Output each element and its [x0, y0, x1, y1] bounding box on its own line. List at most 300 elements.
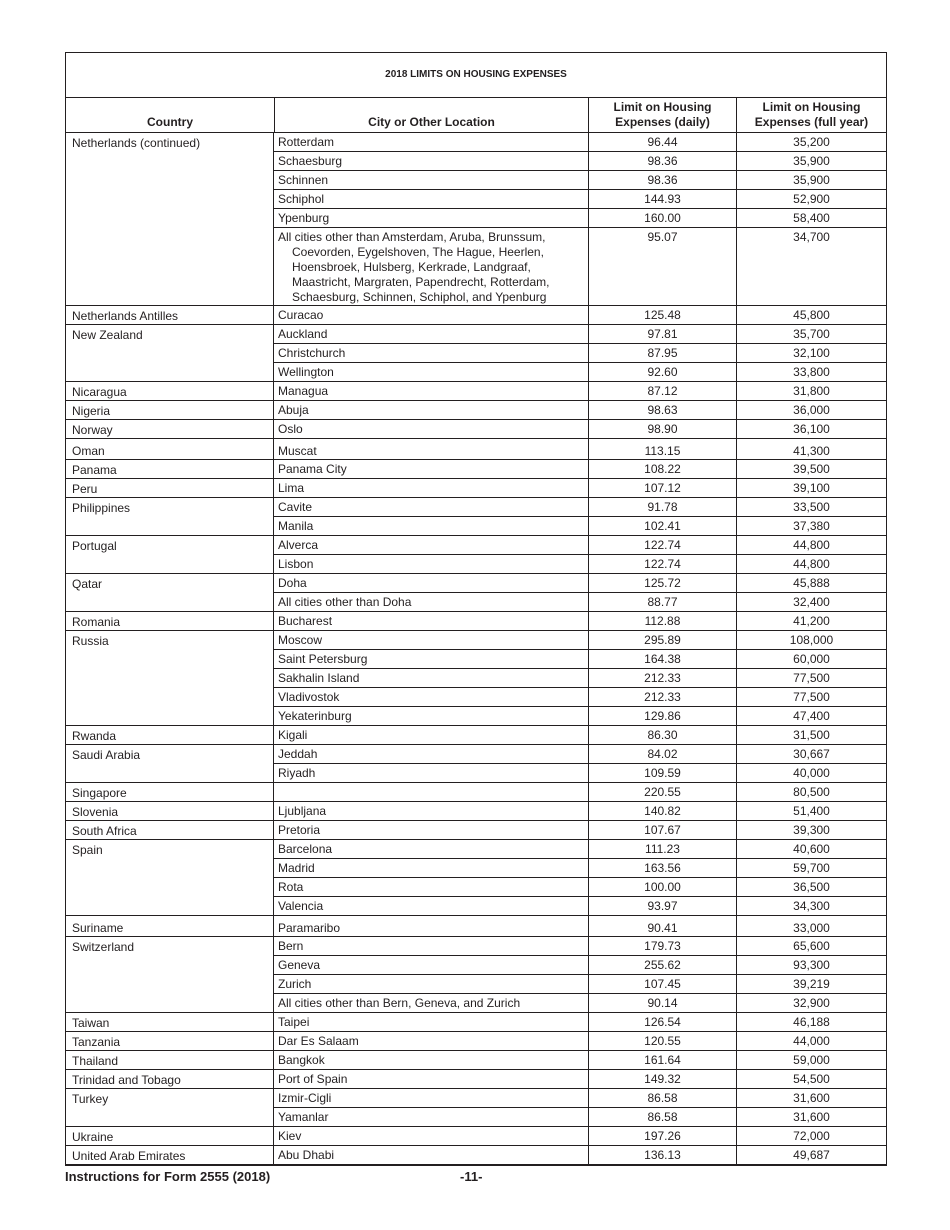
city-name: Saint Petersburg: [278, 652, 368, 666]
daily-limit-cell: 98.63: [588, 401, 736, 419]
city-name: Curacao: [278, 308, 324, 322]
table-row: [274, 745, 886, 764]
full-year-limit-cell: 44,800: [736, 536, 886, 554]
city-cell: [274, 1089, 588, 1107]
city-cell: [274, 1032, 588, 1050]
daily-limit-cell: 91.78: [588, 498, 736, 516]
city-cell: [274, 133, 588, 151]
daily-limit-cell: 212.33: [588, 688, 736, 706]
daily-limit-cell: 86.58: [588, 1089, 736, 1107]
city-name: Geneva: [278, 958, 321, 972]
daily-limit-cell: 197.26: [588, 1127, 736, 1145]
full-year-limit-cell: 41,300: [736, 439, 886, 459]
header-daily-line2: Expenses (daily): [615, 115, 710, 129]
daily-limit-cell: 102.41: [588, 517, 736, 535]
full-year-limit-cell: 36,500: [736, 878, 886, 896]
table-row: [274, 688, 886, 707]
city-rows: [273, 1070, 886, 1088]
city-cell: [274, 783, 588, 801]
table-row: [274, 897, 886, 915]
table-row: [274, 1032, 886, 1050]
table-row: [274, 994, 886, 1012]
city-rows: [273, 783, 886, 801]
city-cell: [274, 152, 588, 170]
table-row: [274, 190, 886, 209]
city-rows: [273, 612, 886, 630]
city-name: Muscat: [278, 444, 317, 458]
full-year-limit-cell: 46,188: [736, 1013, 886, 1031]
city-cell: [274, 190, 588, 208]
city-rows: [273, 439, 886, 459]
full-year-limit-cell: 39,219: [736, 975, 886, 993]
country-group: [66, 325, 886, 382]
header-full-line2: Expenses (full year): [754, 115, 869, 129]
header-full-year-limit: [736, 98, 886, 132]
country-cell: Peru: [72, 482, 98, 496]
city-rows: [273, 937, 886, 1012]
city-cell: [274, 1070, 588, 1088]
full-year-limit-cell: 77,500: [736, 688, 886, 706]
table-title: 2018 LIMITS ON HOUSING EXPENSES: [66, 53, 886, 98]
country-group: [66, 937, 886, 1013]
city-rows: [273, 1127, 886, 1145]
city-cell: [274, 650, 588, 668]
country-group: [66, 479, 886, 498]
city-cell: [274, 325, 588, 343]
city-cell: [274, 726, 588, 744]
table-row: [274, 1146, 886, 1164]
city-cell: [274, 994, 588, 1012]
city-cell: [274, 228, 588, 305]
table-row: [274, 479, 886, 497]
full-year-limit-cell: 45,888: [736, 574, 886, 592]
full-year-limit-cell: 33,800: [736, 363, 886, 381]
table-row: [274, 439, 886, 459]
country-group: [66, 420, 886, 439]
full-year-limit-cell: 58,400: [736, 209, 886, 227]
city-cell: [274, 536, 588, 554]
city-rows: [273, 802, 886, 820]
daily-limit-cell: 98.36: [588, 152, 736, 170]
city-name: All cities other than Amsterdam, Aruba, Brunssum, Coevorden, Eygelshoven, The Hague, Heerlen, Hoensbroek, Hulsberg, Kerkrade, Landgraaf, Maastricht, Margraten, Papendrecht, Rotterdam, Schaesburg, Schinnen, Schiphol, and Ypenburg: [278, 230, 550, 304]
table-row: [274, 878, 886, 897]
daily-limit-cell: 125.48: [588, 306, 736, 324]
daily-limit-cell: 93.97: [588, 897, 736, 915]
city-name: Lima: [278, 481, 305, 495]
city-name: Zurich: [278, 977, 312, 991]
city-cell: [274, 498, 588, 516]
daily-limit-cell: 95.07: [588, 228, 736, 305]
city-name: Rota: [278, 880, 304, 894]
city-name: Bangkok: [278, 1053, 325, 1067]
city-name: Valencia: [278, 899, 324, 913]
country-cell: Spain: [72, 843, 103, 857]
city-name: Kiev: [278, 1129, 302, 1143]
country-group: [66, 401, 886, 420]
country-group: [66, 821, 886, 840]
full-year-limit-cell: 59,000: [736, 1051, 886, 1069]
daily-limit-cell: 122.74: [588, 536, 736, 554]
daily-limit-cell: 122.74: [588, 555, 736, 573]
daily-limit-cell: 86.58: [588, 1108, 736, 1126]
city-rows: [273, 306, 886, 324]
full-year-limit-cell: 32,900: [736, 994, 886, 1012]
city-name: Lisbon: [278, 557, 314, 571]
table-row: [274, 133, 886, 152]
city-cell: [274, 878, 588, 896]
city-name: Rotterdam: [278, 135, 335, 149]
daily-limit-cell: 160.00: [588, 209, 736, 227]
full-year-limit-cell: 31,600: [736, 1089, 886, 1107]
city-name: Taipei: [278, 1015, 310, 1029]
city-cell: [274, 1108, 588, 1126]
city-cell: [274, 688, 588, 706]
daily-limit-cell: 90.14: [588, 994, 736, 1012]
table-row: [274, 228, 886, 305]
city-name: Manila: [278, 519, 314, 533]
city-name: Wellington: [278, 365, 334, 379]
table-row: [274, 593, 886, 611]
full-year-limit-cell: 30,667: [736, 745, 886, 763]
city-cell: [274, 937, 588, 955]
city-cell: [274, 897, 588, 915]
country-cell: South Africa: [72, 824, 137, 838]
daily-limit-cell: 161.64: [588, 1051, 736, 1069]
daily-limit-cell: 163.56: [588, 859, 736, 877]
city-rows: [273, 420, 886, 438]
city-cell: [274, 802, 588, 820]
table-row: [274, 821, 886, 839]
city-rows: [273, 382, 886, 400]
city-name: Barcelona: [278, 842, 333, 856]
country-cell: Ukraine: [72, 1130, 114, 1144]
country-group: [66, 726, 886, 745]
country-cell: Thailand: [72, 1054, 119, 1068]
country-group: [66, 1051, 886, 1070]
city-rows: [273, 1089, 886, 1126]
table-row: [274, 363, 886, 381]
country-group: [66, 631, 886, 726]
city-name: Schaesburg: [278, 154, 343, 168]
full-year-limit-cell: 60,000: [736, 650, 886, 668]
daily-limit-cell: 212.33: [588, 669, 736, 687]
country-cell: Qatar: [72, 577, 103, 591]
country-group: [66, 439, 886, 460]
full-year-limit-cell: 33,000: [736, 916, 886, 936]
country-cell: Netherlands (continued): [72, 136, 201, 150]
city-cell: [274, 631, 588, 649]
full-year-limit-cell: 35,200: [736, 133, 886, 151]
full-year-limit-cell: 93,300: [736, 956, 886, 974]
country-cell: Nicaragua: [72, 385, 127, 399]
table-row: [274, 956, 886, 975]
city-rows: [273, 574, 886, 611]
city-cell: [274, 460, 588, 478]
table-row: [274, 460, 886, 478]
header-country: Country: [147, 115, 193, 129]
daily-limit-cell: 96.44: [588, 133, 736, 151]
country-cell: Singapore: [72, 786, 127, 800]
daily-limit-cell: 111.23: [588, 840, 736, 858]
city-rows: [273, 325, 886, 381]
country-group: [66, 1146, 886, 1164]
city-name: Abu Dhabi: [278, 1148, 335, 1162]
table-row: [274, 764, 886, 782]
city-rows: [273, 479, 886, 497]
daily-limit-cell: 129.86: [588, 707, 736, 725]
city-name: Izmir-Cigli: [278, 1091, 332, 1105]
city-name: Kigali: [278, 728, 308, 742]
country-group: [66, 1089, 886, 1127]
city-rows: [273, 821, 886, 839]
full-year-limit-cell: 65,600: [736, 937, 886, 955]
country-group: [66, 1127, 886, 1146]
table-row: [274, 1089, 886, 1108]
city-cell: [274, 821, 588, 839]
country-group: [66, 574, 886, 612]
city-name: Ypenburg: [278, 211, 330, 225]
table-body: [66, 133, 886, 1164]
table-row: [274, 840, 886, 859]
country-cell: Romania: [72, 615, 121, 629]
city-cell: [274, 517, 588, 535]
city-cell: [274, 745, 588, 763]
full-year-limit-cell: 44,800: [736, 555, 886, 573]
city-cell: [274, 859, 588, 877]
city-name: Pretoria: [278, 823, 321, 837]
country-cell: Trinidad and Tobago: [72, 1073, 181, 1087]
country-group: [66, 133, 886, 306]
full-year-limit-cell: 51,400: [736, 802, 886, 820]
table-row: [274, 783, 886, 801]
header-daily-limit: [588, 98, 736, 132]
full-year-limit-cell: 54,500: [736, 1070, 886, 1088]
table-row: [274, 802, 886, 820]
table-row: [274, 517, 886, 535]
full-year-limit-cell: 36,100: [736, 420, 886, 438]
city-name: All cities other than Doha: [278, 595, 412, 609]
full-year-limit-cell: 108,000: [736, 631, 886, 649]
city-name: Schinnen: [278, 173, 329, 187]
full-year-limit-cell: 35,900: [736, 152, 886, 170]
daily-limit-cell: 220.55: [588, 783, 736, 801]
table-row: [274, 669, 886, 688]
city-cell: [274, 707, 588, 725]
table-row: [274, 152, 886, 171]
daily-limit-cell: 87.95: [588, 344, 736, 362]
city-cell: [274, 382, 588, 400]
city-rows: [273, 1146, 886, 1164]
city-name: Panama City: [278, 462, 347, 476]
full-year-limit-cell: 41,200: [736, 612, 886, 630]
city-name: Yekaterinburg: [278, 709, 352, 723]
daily-limit-cell: 98.36: [588, 171, 736, 189]
table-row: [274, 650, 886, 669]
daily-limit-cell: 125.72: [588, 574, 736, 592]
table-row: [274, 1051, 886, 1069]
full-year-limit-cell: 34,300: [736, 897, 886, 915]
city-cell: [274, 363, 588, 381]
full-year-limit-cell: 36,000: [736, 401, 886, 419]
table-row: [274, 401, 886, 419]
city-name: Schiphol: [278, 192, 325, 206]
city-name: Paramaribo: [278, 921, 341, 935]
full-year-limit-cell: 52,900: [736, 190, 886, 208]
full-year-limit-cell: 37,380: [736, 517, 886, 535]
city-cell: [274, 956, 588, 974]
table-row: [274, 325, 886, 344]
country-cell: Panama: [72, 463, 117, 477]
city-rows: [273, 133, 886, 305]
country-group: [66, 460, 886, 479]
daily-limit-cell: 109.59: [588, 764, 736, 782]
daily-limit-cell: 97.81: [588, 325, 736, 343]
daily-limit-cell: 113.15: [588, 439, 736, 459]
city-rows: [273, 1051, 886, 1069]
country-cell: New Zealand: [72, 328, 143, 342]
full-year-limit-cell: 31,500: [736, 726, 886, 744]
full-year-limit-cell: 39,300: [736, 821, 886, 839]
city-name: Dar Es Salaam: [278, 1034, 359, 1048]
footer-page-number: -11-: [460, 1169, 483, 1184]
city-cell: [274, 840, 588, 858]
country-group: [66, 536, 886, 574]
daily-limit-cell: 120.55: [588, 1032, 736, 1050]
country-group: [66, 916, 886, 937]
daily-limit-cell: 126.54: [588, 1013, 736, 1031]
table-row: [274, 859, 886, 878]
table-row: [274, 937, 886, 956]
country-cell: Saudi Arabia: [72, 748, 141, 762]
city-rows: [273, 726, 886, 744]
city-cell: [274, 1146, 588, 1164]
table-row: [274, 612, 886, 630]
country-cell: Taiwan: [72, 1016, 110, 1030]
city-name: Vladivostok: [278, 690, 340, 704]
country-cell: United Arab Emirates: [72, 1149, 186, 1163]
city-rows: [273, 460, 886, 478]
country-group: [66, 1013, 886, 1032]
city-name: Ljubljana: [278, 804, 327, 818]
table-row: [274, 171, 886, 190]
city-cell: [274, 669, 588, 687]
daily-limit-cell: 88.77: [588, 593, 736, 611]
daily-limit-cell: 144.93: [588, 190, 736, 208]
city-name: Alverca: [278, 538, 319, 552]
daily-limit-cell: 98.90: [588, 420, 736, 438]
footer-form-title: Instructions for Form 2555 (2018): [65, 1169, 271, 1184]
country-cell: Nigeria: [72, 404, 111, 418]
full-year-limit-cell: 31,600: [736, 1108, 886, 1126]
daily-limit-cell: 112.88: [588, 612, 736, 630]
country-cell: Philippines: [72, 501, 131, 515]
country-group: [66, 498, 886, 536]
city-cell: [274, 612, 588, 630]
table-row: [274, 574, 886, 593]
country-group: [66, 783, 886, 802]
full-year-limit-cell: 33,500: [736, 498, 886, 516]
city-name: Moscow: [278, 633, 323, 647]
header-city: City or Other Location: [274, 98, 588, 132]
city-cell: [274, 574, 588, 592]
country-cell: Portugal: [72, 539, 117, 553]
daily-limit-cell: 179.73: [588, 937, 736, 955]
city-cell: [274, 401, 588, 419]
table-row: [274, 726, 886, 744]
city-rows: [273, 916, 886, 936]
daily-limit-cell: 295.89: [588, 631, 736, 649]
full-year-limit-cell: 39,100: [736, 479, 886, 497]
full-year-limit-cell: 34,700: [736, 228, 886, 305]
country-cell: Tanzania: [72, 1035, 121, 1049]
full-year-limit-cell: 45,800: [736, 306, 886, 324]
full-year-limit-cell: 39,500: [736, 460, 886, 478]
full-year-limit-cell: 40,600: [736, 840, 886, 858]
country-cell: Rwanda: [72, 729, 117, 743]
daily-limit-cell: 107.12: [588, 479, 736, 497]
daily-limit-cell: 255.62: [588, 956, 736, 974]
daily-limit-cell: 164.38: [588, 650, 736, 668]
full-year-limit-cell: 40,000: [736, 764, 886, 782]
city-rows: [273, 840, 886, 915]
city-cell: [274, 555, 588, 573]
table-row: [274, 707, 886, 725]
daily-limit-cell: 84.02: [588, 745, 736, 763]
daily-limit-cell: 140.82: [588, 802, 736, 820]
country-group: [66, 382, 886, 401]
table-row: [274, 1013, 886, 1031]
country-cell: Russia: [72, 634, 109, 648]
full-year-limit-cell: 35,900: [736, 171, 886, 189]
country-cell: Netherlands Antilles: [72, 309, 179, 323]
city-rows: [273, 1013, 886, 1031]
city-cell: [274, 593, 588, 611]
full-year-limit-cell: 35,700: [736, 325, 886, 343]
table-row: [274, 209, 886, 228]
city-cell: [274, 916, 588, 936]
city-cell: [274, 764, 588, 782]
table-row: [274, 631, 886, 650]
country-group: [66, 612, 886, 631]
city-name: Managua: [278, 384, 329, 398]
full-year-limit-cell: 32,100: [736, 344, 886, 362]
city-cell: [274, 975, 588, 993]
city-name: Bern: [278, 939, 304, 953]
city-name: Sakhalin Island: [278, 671, 360, 685]
daily-limit-cell: 107.45: [588, 975, 736, 993]
full-year-limit-cell: 80,500: [736, 783, 886, 801]
country-cell: Oman: [72, 444, 105, 458]
full-year-limit-cell: 31,800: [736, 382, 886, 400]
city-name: Abuja: [278, 403, 309, 417]
city-cell: [274, 171, 588, 189]
city-name: All cities other than Bern, Geneva, and Zurich: [278, 996, 521, 1010]
city-cell: [274, 306, 588, 324]
city-name: Oslo: [278, 422, 303, 436]
city-cell: [274, 1051, 588, 1069]
daily-limit-cell: 149.32: [588, 1070, 736, 1088]
daily-limit-cell: 92.60: [588, 363, 736, 381]
table-row: [274, 1127, 886, 1145]
daily-limit-cell: 107.67: [588, 821, 736, 839]
country-group: [66, 1070, 886, 1089]
city-name: Auckland: [278, 327, 328, 341]
table-row: [274, 382, 886, 400]
daily-limit-cell: 136.13: [588, 1146, 736, 1164]
table-row: [274, 498, 886, 517]
table-row: [274, 536, 886, 555]
city-cell: [274, 1013, 588, 1031]
